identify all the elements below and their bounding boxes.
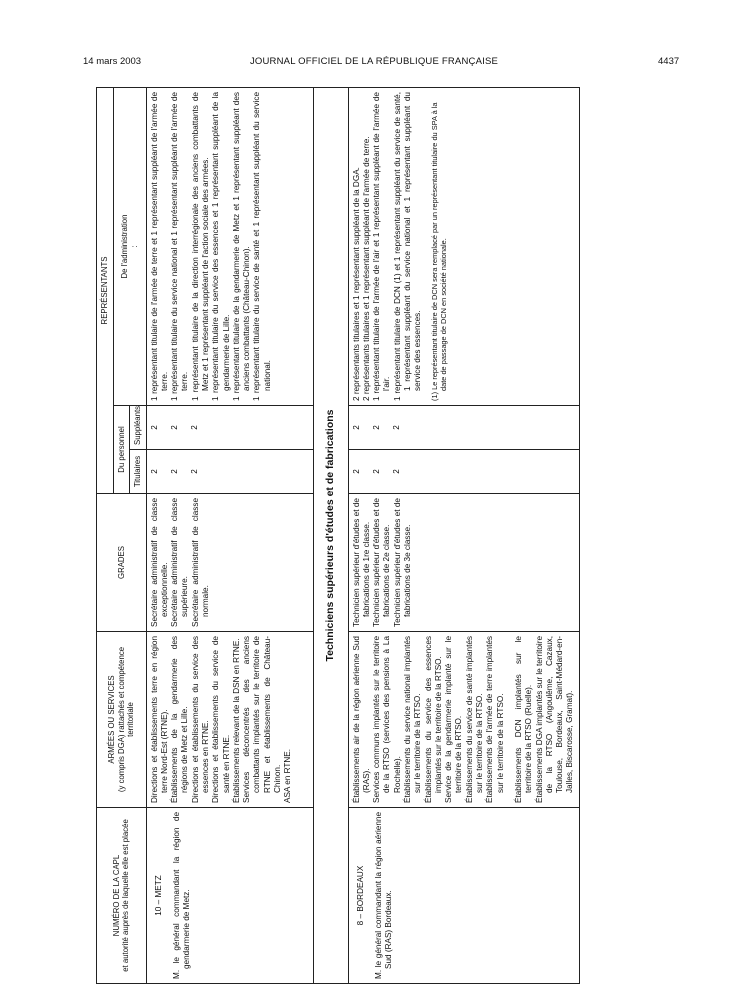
table-header-row-1	[97, 88, 114, 984]
col-header-capl-title: NUMÉRO DE LA CAPL	[111, 854, 121, 937]
col-header-titulaires: Titulaires	[130, 450, 147, 494]
titulaires-count: 2	[371, 469, 381, 474]
cell-admin-metz	[146, 88, 313, 406]
service-entry: Directions et établissements du service des essences en RTNE.	[190, 636, 210, 803]
service-entry: Établissements de la gendarmerie des régions de Metz et Lille.	[170, 636, 190, 803]
capl-city-metz: 10 – METZ	[153, 875, 163, 916]
col-header-admin	[113, 88, 146, 406]
footnote: (1) Le représentant titulaire de DCN sera remplacé par un représentant titulaire du SPA à la date de passage de DCN en société nationale.	[429, 102, 448, 401]
col-header-personnel: Du personnel	[113, 406, 130, 494]
titulaires-count: 2	[190, 469, 200, 474]
admin-entry: 1 représentant titulaire du service des essences et 1 représentant suppléant de la gendarmerie de Lille.	[211, 92, 231, 401]
grade-entry: Secrétaire administratif de classe supérieure.	[170, 498, 190, 627]
admin-entry: 2 représentants titulaires et 1 représentant suppléant de l'armée de terre.	[361, 136, 371, 401]
capl-authority-metz: M. le général commandant la région de gendarmerie de Metz.	[171, 812, 192, 979]
section-title-row	[313, 88, 348, 984]
admin-entry: 2 représentants titulaires et 1 représentant suppléant de la DGA.	[351, 167, 361, 401]
service-entry: Services déconcentrés des anciens combattants implantés sur le territoire de RTNE et établissements de Château-Chinon.	[242, 636, 283, 803]
page-number: 4437	[658, 56, 680, 67]
grade-entry: Technicien supérieur d'études et de fabrications de 1re classe.	[351, 498, 371, 627]
cell-suppleants-bordeaux	[348, 406, 579, 450]
admin-entry: 1 représentant titulaire du service national et 1 représentant suppléant de l'armée de terre.	[170, 92, 190, 401]
header-date: 14 mars 2003	[83, 56, 142, 67]
col-header-representants: REPRÉSENTANTS	[97, 88, 114, 494]
service-entry: Service de la gendarmerie implanté sur le territoire de la RTSO.	[444, 636, 464, 803]
titulaires-count: 2	[351, 469, 361, 474]
admin-entry: 1 représentant titulaire de DCN (1) et 1 représentant suppléant du service de santé, 1 représentant suppléant du service national et 1 représentant suppléant du service des essences.	[392, 92, 423, 401]
titulaires-count: 2	[392, 469, 402, 474]
service-entry: Établissements de l'armée de terre implantés sur le territoire de la RTSO.	[485, 636, 505, 803]
col-header-services-title: ARMÉES OU SERVICES	[107, 675, 116, 764]
service-entry: Établissements du service des essences implantés sur le territoire de la RTSO.	[423, 636, 443, 803]
col-header-capl	[97, 808, 147, 984]
col-header-admin-label: De l'administration	[120, 214, 129, 279]
suppleants-count: 2	[371, 425, 381, 430]
suppleants-count: 2	[351, 425, 361, 430]
capl-city-bordeaux: 8 – BORDEAUX	[355, 865, 365, 926]
suppleants-count: 2	[149, 425, 159, 430]
col-header-services	[97, 632, 147, 808]
header-title: JOURNAL OFFICIEL DE LA RÉPUBLIQUE FRANÇAISE	[249, 56, 499, 67]
titulaires-count: 2	[169, 469, 179, 474]
col-header-suppleants: Suppléants	[130, 406, 147, 450]
admin-entry: 1 représentant titulaire de la direction interrégionale des anciens combattants de Metz et 1 représentant suppléant de l'action sociale des armées.	[190, 92, 210, 401]
cell-grades-bordeaux	[348, 494, 579, 632]
service-entry: Établissements DGA implantés sur le territoire de la RTSO (Angoulême, Cazaux, Toulouse, Bordeaux, Saint-Médard-en-Jalles, Biscarosse, Gramat).	[534, 636, 575, 803]
suppleants-count: 2	[190, 425, 200, 430]
titulaires-count: 2	[149, 469, 159, 474]
admin-entry: 1 représentant titulaire de l'armée de terre et 1 représentant suppléant de l'armée de terre.	[149, 92, 169, 401]
table-row-metz	[146, 88, 313, 984]
service-entry: ASA en RTNE.	[283, 748, 293, 803]
service-entry: Directions et établissements du service de santé en RTNE.	[211, 636, 231, 803]
service-entry: Établissements air de la région aérienne Sud (RAS).	[351, 636, 371, 803]
capl-authority-bordeaux: M. le général commandant la région aérienne Sud (RAS) Bordeaux.	[373, 812, 394, 979]
cell-titulaires-metz	[146, 450, 313, 494]
col-header-capl-subtitle: et autorité auprès de laquelle elle est placée	[121, 819, 131, 972]
cell-capl-metz	[146, 808, 313, 984]
suppleants-count: 2	[392, 425, 402, 430]
cell-suppleants-metz	[146, 406, 313, 450]
rotated-table-page	[96, 88, 714, 984]
cell-titulaires-bordeaux	[348, 450, 579, 494]
cell-admin-bordeaux	[348, 88, 579, 406]
admin-entry: 1 représentant titulaire du service de santé et 1 représentant suppléant du service national.	[252, 92, 272, 401]
service-entry: Directions et établissements terre en région terre Nord-Est (RTNE).	[149, 636, 169, 803]
grade-entry: Secrétaire administratif de classe normale.	[190, 498, 210, 627]
admin-entry: 1 représentant titulaire de l'armée de l'air et 1 représentant suppléant de l'armée de l'air.	[372, 92, 392, 401]
grade-entry: Secrétaire administratif de classe exceptionnelle.	[149, 498, 169, 627]
service-entry: Établissements du service de santé implantés sur le territoire de la RTSO.	[464, 636, 485, 803]
suppleants-count: 2	[169, 425, 179, 430]
service-entry: Établissements du service national implantés sur le territoire de la RTSO.	[402, 636, 423, 803]
service-entry: Services communs implantés sur le territoire de la RTSO (services des pensions à La Rochelle).	[372, 636, 402, 803]
admin-entry: 1 représentant titulaire de la gendarmerie de Metz et 1 représentant suppléant des anciens combattants (Château-Chinon).	[231, 92, 252, 401]
section-title: Techniciens supérieurs d'études et de fabrications	[313, 88, 348, 984]
col-header-grades: GRADES	[97, 494, 147, 632]
capl-table	[96, 87, 580, 984]
cell-services-metz	[146, 632, 313, 808]
grade-entry: Technicien supérieur d'études et de fabrications de 3e classe.	[392, 498, 412, 627]
cell-grades-metz	[146, 494, 313, 632]
service-entry: Établissements relevant de la DSN en RTNE.	[231, 638, 241, 803]
cell-services-bordeaux	[348, 632, 579, 808]
col-header-services-subtitle: (y compris DGA) rattachés et compétence territoriale	[116, 646, 135, 793]
col-header-admin-colon: :	[129, 245, 139, 248]
grade-entry: Technicien supérieur d'études et de fabrications de 2e classe.	[372, 498, 392, 627]
service-entry: Établissements DCN implantés sur le territoire de la RTSO (Ruelle).	[513, 636, 534, 803]
cell-capl-bordeaux	[348, 808, 579, 984]
table-row-bordeaux	[348, 88, 579, 984]
